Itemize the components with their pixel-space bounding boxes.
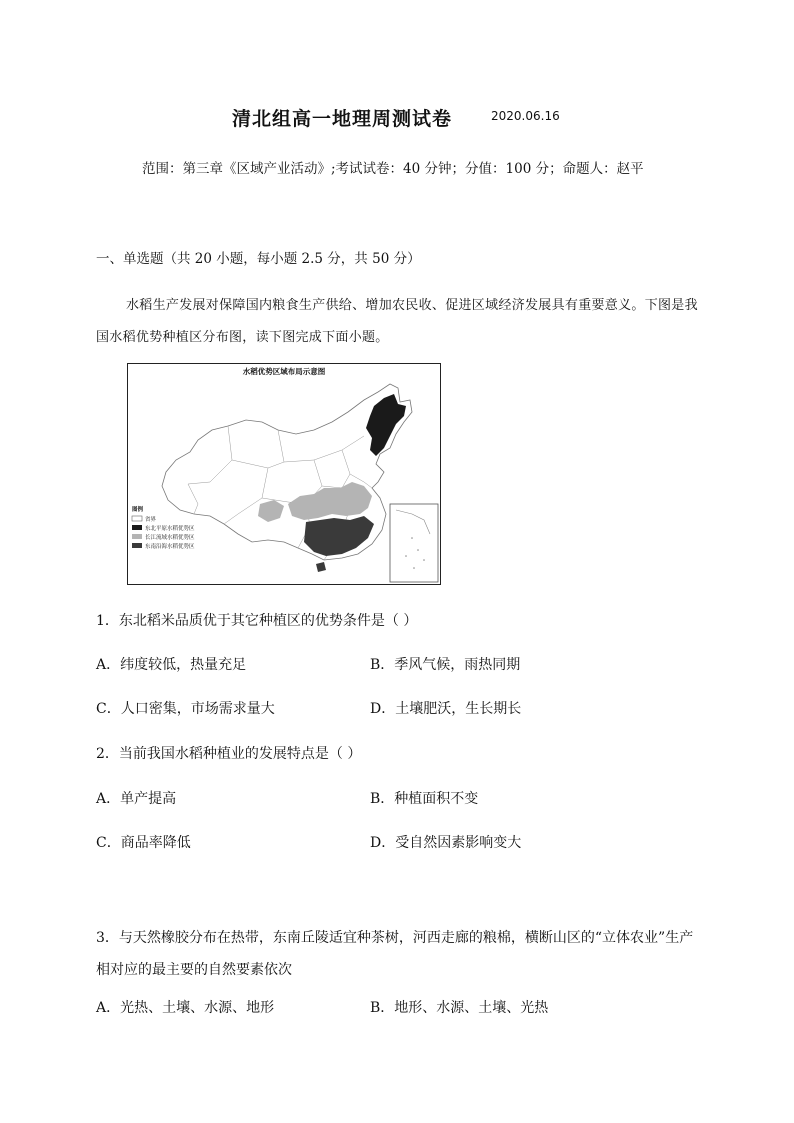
legend-label-southeast: 东南沿海水稻优势区 [145, 544, 195, 550]
question-1-stem: 1．东北稻米品质优于其它种植区的优势条件是（ ） [96, 613, 418, 629]
legend-title: 图例 [132, 507, 144, 513]
page-title: 清北组高一地理周测试卷 [232, 108, 453, 130]
section-intro: 水稻生产发展对保障国内粮食生产供给、增加农民收、促进区域经济发展具有重要意义。下图是我国水稻优势种植区分布图，读下图完成下面小题。 [96, 298, 698, 345]
china-map-figure [128, 364, 440, 584]
section-heading: 一、单选题（共 20 小题，每小题 2.5 分，共 50 分） [96, 251, 421, 267]
question-1-option-c[interactable]: C．人口密集，市场需求量大 [96, 701, 275, 717]
question-2-option-a[interactable]: A．单产提高 [96, 791, 177, 807]
legend-label-yangtze: 长江流域水稻优势区 [145, 535, 195, 541]
question-1-option-b[interactable]: B．季风气候，雨热同期 [370, 657, 521, 673]
exam-date: 2020.06.16 [491, 109, 560, 123]
question-1-option-a[interactable]: A．纬度较低，热量充足 [96, 657, 247, 673]
question-3-option-a[interactable]: A．光热、土壤、水源、地形 [96, 1000, 275, 1016]
south-china-sea-inset [390, 504, 438, 582]
question-3-option-b[interactable]: B．地形、水源、土壤、光热 [370, 1000, 549, 1016]
hainan-island [316, 562, 326, 572]
legend-swatch-boundary [132, 516, 142, 521]
rice-region-map [127, 363, 441, 585]
question-3-stem: 3．与天然橡胶分布在热带，东南丘陵适宜种茶树，河西走廊的粮棉，横断山区的“立体农业”生产相对应的最主要的自然要素依次 [96, 930, 694, 978]
legend-swatch-southeast [132, 543, 142, 548]
legend-label-boundary: 省界 [145, 517, 157, 523]
question-2-option-d[interactable]: D．受自然因素影响变大 [370, 835, 522, 851]
legend-swatch-yangtze [132, 534, 142, 539]
exam-meta: 范围：第三章《区域产业活动》;考试试卷：40 分钟；分值：100 分；命题人：赵平 [142, 161, 644, 177]
question-1-option-d[interactable]: D．土壤肥沃，生长期长 [370, 701, 522, 717]
question-2-option-b[interactable]: B．种植面积不变 [370, 791, 479, 807]
map-title: 水稻优势区域布局示意图 [242, 367, 326, 376]
question-2-option-c[interactable]: C．商品率降低 [96, 835, 191, 851]
legend-swatch-northeast [132, 525, 142, 530]
legend-label-northeast: 东北平原水稻优势区 [145, 526, 195, 532]
question-2-stem: 2．当前我国水稻种植业的发展特点是（ ） [96, 746, 362, 762]
